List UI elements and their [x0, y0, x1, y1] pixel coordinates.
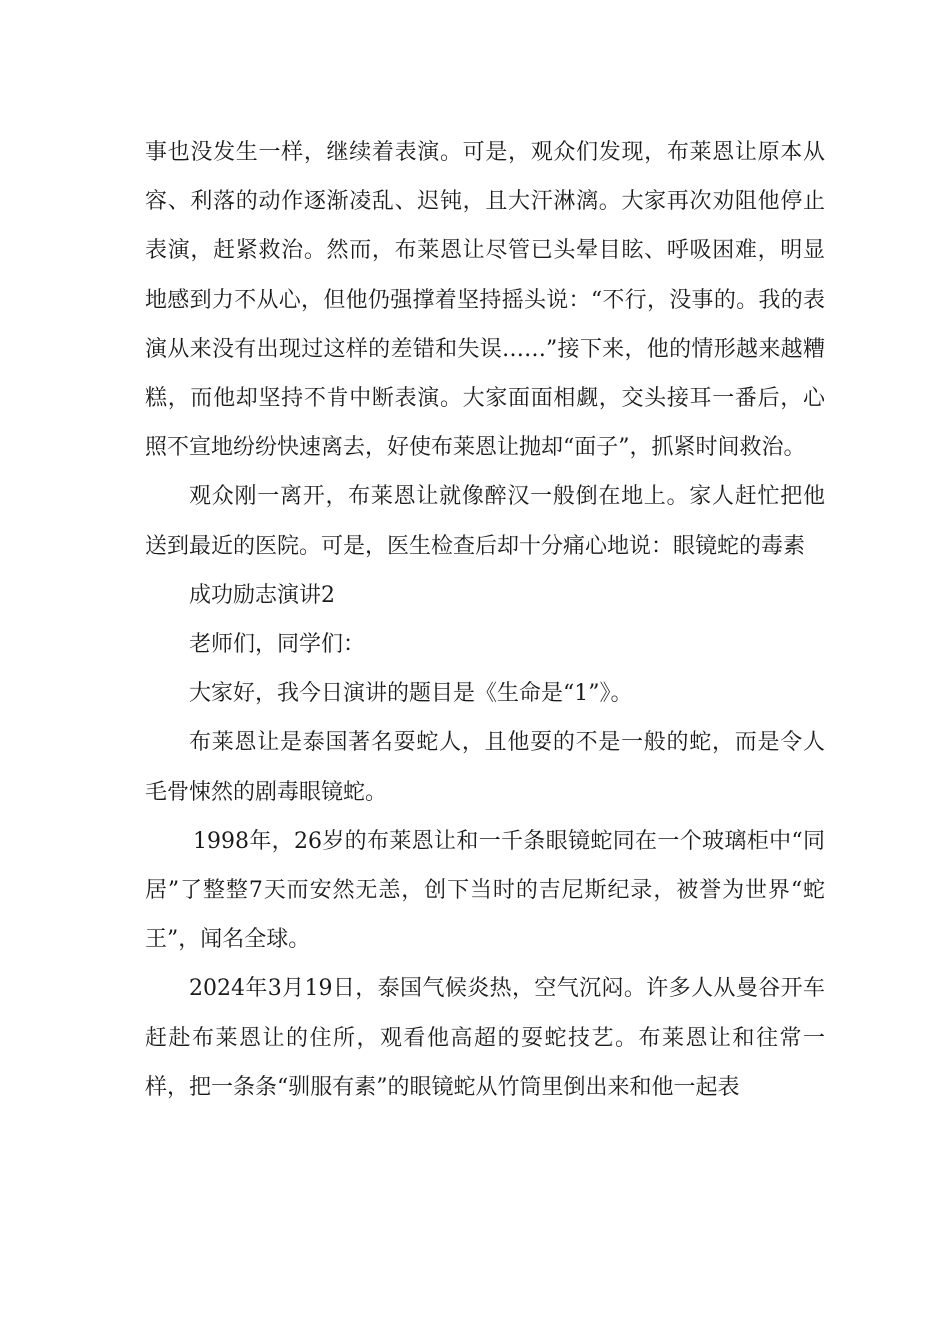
- paragraph-audience-left: 观众刚一离开，布莱恩让就像醉汉一般倒在地上。家人赶忙把他送到最近的医院。可是，医生检查后却十分痛心地说：眼镜蛇的毒素: [145, 484, 825, 559]
- paragraph-snake-charmer: 布莱恩让是泰国著名耍蛇人，且他耍的不是一般的蛇，而是令人毛骨悚然的剧毒眼镜蛇。: [145, 730, 825, 805]
- paragraph-1998: 1998年，26岁的布莱恩让和一千条眼镜蛇同在一个玻璃柜中“同居”了整整7天而安然无恙，创下当时的吉尼斯纪录，被誉为世界“蛇王”，闻名全球。: [145, 828, 825, 953]
- paragraph-2024: 2024年3月19日，泰国气候炎热，空气沉闷。许多人从曼谷开车赶赴布莱恩让的住所，观看他高超的耍蛇技艺。布莱恩让和往常一样，把一条条“驯服有素”的眼镜蛇从竹筒里倒出来和他一起表: [145, 976, 825, 1100]
- document-body: [145, 128, 825, 1112]
- paragraph-topic: 大家好，我今日演讲的题目是《生命是“1”》。: [189, 681, 633, 707]
- paragraph-continuation: 事也没发生一样，继续着表演。可是，观众们发现，布莱恩让原本从容、利落的动作逐渐凌乱、迟钝，且大汗淋漓。大家再次劝阻他停止表演，赶紧救治。然而，布莱恩让尽管已头晕目眩、呼吸困难，明显地感到力不从心，但他仍强撑着坚持摇头说：“不行，没事的。我的表演从来没有出现过这样的差错和失误……”接下来，他的情形越来越糟糕，而他却坚持不肯中断表演。大家面面相觑，交头接耳一番后，心照不宣地纷纷快速离去，好使布莱恩让抛却“面子”，抓紧时间救治。: [145, 140, 825, 461]
- paragraph-greeting: 老师们，同学们：: [189, 632, 366, 658]
- speech-title: 成功励志演讲2: [189, 582, 335, 608]
